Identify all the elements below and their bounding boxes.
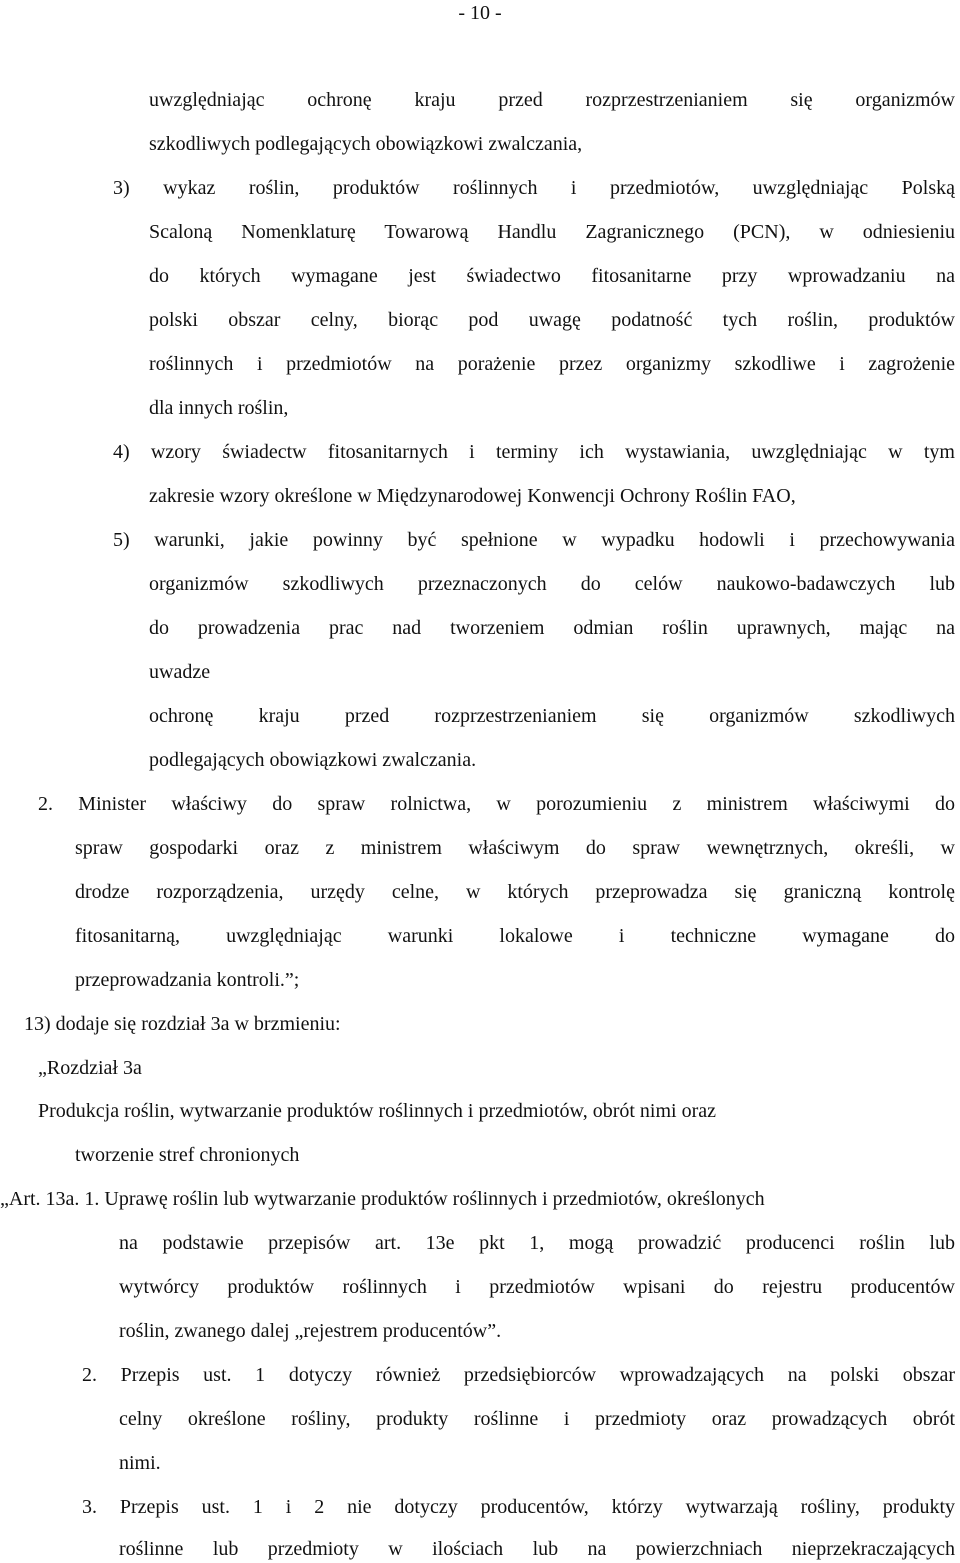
text-line: podlegających obowiązkowi zwalczania. [149,749,477,771]
text-line: 5) warunki, jakie powinny być spełnione w wypadku hodowli i przechowywania [113,529,955,551]
text-line: spraw gospodarki oraz z ministrem właściwym do spraw wewnętrznych, określi, w [75,837,955,859]
text-line: ochronę kraju przed rozprzestrzenianiem się organizmów szkodliwych [149,705,955,727]
text-line: „Art. 13a. 1. Uprawę roślin lub wytwarzanie produktów roślinnych i przedmiotów, określonych [0,1188,765,1210]
text-line: celny określone rośliny, produkty roślinne i przedmioty oraz prowadzących obrót [119,1408,955,1430]
text-line: roślin, zwanego dalej „rejestrem producentów”. [119,1320,502,1342]
text-line: roślinnych i przedmiotów na porażenie przez organizmy szkodliwe i zagrożenie [149,353,955,375]
text-line: 3. Przepis ust. 1 i 2 nie dotyczy producentów, którzy wytwarzają rośliny, produkty [82,1496,955,1518]
text-line: wytwórcy produktów roślinnych i przedmiotów wpisani do rejestru producentów [119,1276,955,1298]
text-line: drodze rozporządzenia, urzędy celne, w których przeprowadza się graniczną kontrolę [75,881,955,903]
text-line: 13) dodaje się rozdział 3a w brzmieniu: [24,1013,341,1035]
text-line: 3) wykaz roślin, produktów roślinnych i przedmiotów, uwzględniając Polską [113,177,955,199]
chapter-title: tworzenie stref chronionych [75,1144,300,1166]
page-number: - 10 - [458,2,502,24]
text-line: roślinne lub przedmioty w ilościach lub na powierzchniach nieprzekraczających [119,1538,955,1560]
text-line: polski obszar celny, biorąc pod uwagę podatność tych roślin, produktów [149,309,955,331]
text-line: fitosanitarną, uwzględniając warunki lokalowe i techniczne wymagane do [75,925,955,947]
text-line: 2. Przepis ust. 1 dotyczy również przedsiębiorców wprowadzających na polski obszar [82,1364,955,1386]
text-line: nimi. [119,1452,161,1474]
text-line: 2. Minister właściwy do spraw rolnictwa, w porozumieniu z ministrem właściwymi do [38,793,955,815]
text-line: uwzględniając ochronę kraju przed rozprzestrzenianiem się organizmów [149,89,955,111]
chapter-title: Produkcja roślin, wytwarzanie produktów roślinnych i przedmiotów, obrót nimi oraz [38,1100,716,1122]
text-line: 4) wzory świadectw fitosanitarnych i terminy ich wystawiania, uwzględniając w tym [113,441,955,463]
text-line: do prowadzenia prac nad tworzeniem odmian roślin uprawnych, mając na [149,617,955,639]
text-line: do których wymagane jest świadectwo fitosanitarne przy wprowadzaniu na [149,265,955,287]
text-line: przeprowadzania kontroli.”; [75,969,300,991]
text-line: dla innych roślin, [149,397,289,419]
text-line: uwadze [149,661,211,683]
text-line: na podstawie przepisów art. 13e pkt 1, mogą prowadzić producenci roślin lub [119,1232,955,1254]
text-line: zakresie wzory określone w Międzynarodowej Konwencji Ochrony Roślin FAO, [149,485,796,507]
text-line: organizmów szkodliwych przeznaczonych do celów naukowo-badawczych lub [149,573,955,595]
chapter-heading: „Rozdział 3a [38,1057,142,1079]
text-line: Scaloną Nomenklaturę Towarową Handlu Zagranicznego (PCN), w odniesieniu [149,221,955,243]
text-line: szkodliwych podlegających obowiązkowi zwalczania, [149,133,583,155]
